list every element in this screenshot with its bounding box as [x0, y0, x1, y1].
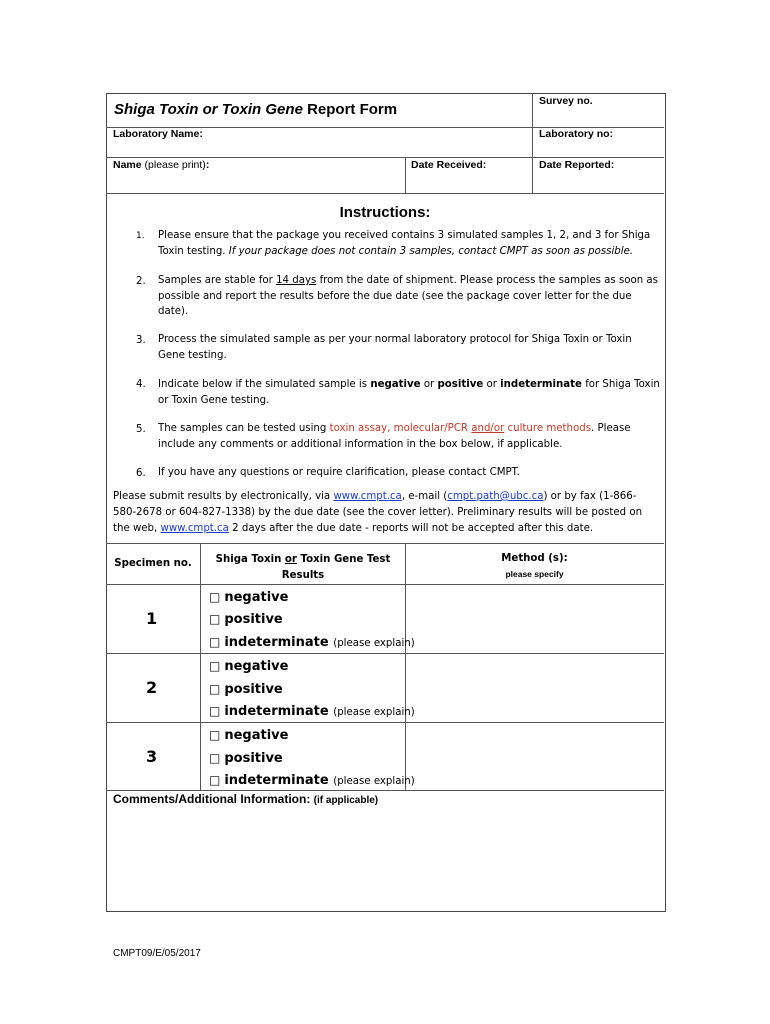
- date-received-label: Date Received:: [411, 159, 487, 171]
- checkbox[interactable]: □: [209, 635, 221, 649]
- specimen-number: 2: [146, 678, 158, 697]
- method-input[interactable]: [406, 654, 663, 721]
- method-subheader: please specify: [505, 569, 564, 579]
- divider: [405, 157, 406, 193]
- checkbox[interactable]: □: [209, 751, 221, 765]
- website-link[interactable]: www.cmpt.ca: [160, 523, 229, 534]
- divider: [106, 543, 664, 544]
- divider: [106, 157, 664, 158]
- date-reported-label: Date Reported:: [539, 159, 615, 171]
- specimen-no-header: Specimen no.: [114, 558, 192, 569]
- option-positive[interactable]: □ positive: [209, 751, 283, 766]
- method-header: Method (s):: [501, 553, 568, 564]
- form-title: Shiga Toxin or Toxin Gene Report Form: [114, 101, 398, 118]
- option-indeterminate[interactable]: □ indeterminate (please explain): [209, 773, 415, 788]
- instruction-number: 2.: [136, 276, 146, 287]
- lab-name-label: Laboratory Name:: [113, 128, 203, 140]
- instruction-item: Process the simulated sample as per your normal laboratory protocol for Shiga Toxin or Toxin Gene testing.: [158, 334, 632, 361]
- option-positive[interactable]: □ positive: [209, 612, 283, 627]
- test-results-header: Shiga Toxin or Toxin Gene Test Results: [215, 554, 391, 581]
- instruction-item: If you have any questions or require clarification, please contact CMPT.: [158, 467, 520, 478]
- instruction-number: 4.: [136, 379, 146, 390]
- website-link[interactable]: www.cmpt.ca: [333, 491, 402, 502]
- email-link[interactable]: cmpt.path@ubc.ca: [447, 491, 544, 502]
- checkbox[interactable]: □: [209, 659, 221, 673]
- checkbox[interactable]: □: [209, 773, 221, 787]
- option-negative[interactable]: □ negative: [209, 590, 289, 605]
- instructions-heading: Instructions:: [339, 204, 431, 221]
- instruction-item: The samples can be tested using toxin assay, molecular/PCR and/or culture methods. Please include any comments or additional information in the box below, if applicable.: [158, 423, 631, 450]
- comments-label: Comments/Additional Information: (if applicable): [113, 792, 379, 806]
- instruction-item: Please ensure that the package you received contains 3 simulated samples 1, 2, and 3 for Shiga Toxin testing. If your package does not contain 3 samples, contact CMPT as soon as possible.: [158, 230, 651, 257]
- checkbox[interactable]: □: [209, 590, 221, 604]
- option-negative[interactable]: □ negative: [209, 728, 289, 743]
- divider: [532, 93, 533, 193]
- specimen-number: 1: [146, 609, 158, 628]
- instruction-item: Indicate below if the simulated sample is negative or positive or indeterminate for Shiga Toxin or Toxin Gene testing.: [158, 379, 660, 406]
- instruction-number: 3.: [136, 335, 146, 346]
- option-negative[interactable]: □ negative: [209, 659, 289, 674]
- option-indeterminate[interactable]: □ indeterminate (please explain): [209, 635, 415, 650]
- specimen-number: 3: [146, 747, 158, 766]
- checkbox[interactable]: □: [209, 704, 221, 718]
- checkbox[interactable]: □: [209, 728, 221, 742]
- form-code: CMPT09/E/05/2017: [113, 948, 201, 959]
- instruction-number: 5.: [136, 424, 146, 435]
- checkbox[interactable]: □: [209, 612, 221, 626]
- divider: [106, 790, 664, 791]
- comments-textarea[interactable]: [107, 810, 663, 909]
- divider: [200, 543, 201, 790]
- option-indeterminate[interactable]: □ indeterminate (please explain): [209, 704, 415, 719]
- lab-no-label: Laboratory no:: [539, 128, 614, 140]
- checkbox[interactable]: □: [209, 682, 221, 696]
- instruction-number: 6.: [136, 468, 146, 479]
- method-input[interactable]: [406, 585, 663, 652]
- instruction-item: Samples are stable for 14 days from the date of shipment. Please process the samples as soon as possible and report the results before the due date (see the package cover letter for the due date).: [158, 275, 658, 317]
- submission-instructions: Please submit results by electronically, via www.cmpt.ca, e-mail (cmpt.path@ubc.ca) or by fax (1-866-580-2678 or 604-827-1338) by the due date (see the cover letter). Preliminary results will be posted on the web, www.cmpt.ca 2 days after the due date - reports will not be accepted after this date.: [113, 491, 643, 534]
- name-label: Name (please print):: [113, 159, 210, 171]
- survey-no-label: Survey no.: [539, 95, 593, 107]
- method-input[interactable]: [406, 723, 663, 789]
- divider: [106, 193, 664, 194]
- option-positive[interactable]: □ positive: [209, 682, 283, 697]
- instruction-number: 1.: [136, 231, 145, 241]
